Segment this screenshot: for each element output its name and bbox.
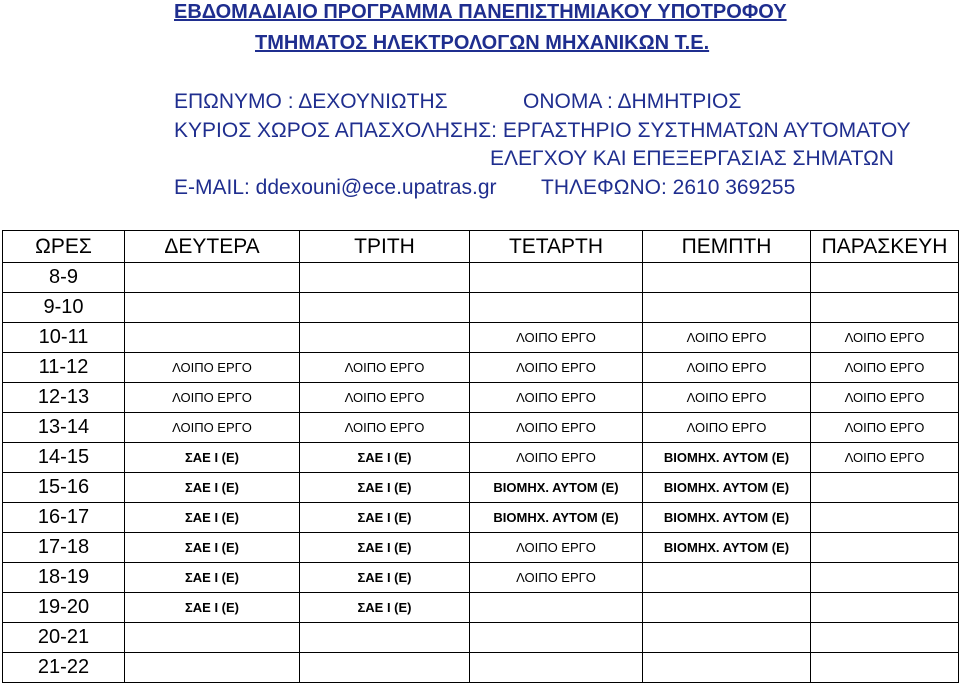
schedule-row [3,383,959,413]
schedule-row [3,293,959,323]
schedule-cell-monday: ΣΑΕ Ι (Ε) [125,563,300,593]
schedule-cell-wednesday: ΛΟΙΠΟ ΕΡΓΟ [470,413,643,443]
schedule-cell-tuesday: ΣΑΕ Ι (Ε) [300,533,470,563]
surname: ΕΠΩΝΥΜΟ : ΔΕΧΟΥΝΙΩΤΗΣ [174,90,448,113]
hour-cell: 15-16 [3,473,125,503]
schedule-cell-monday [125,323,300,353]
schedule-cell-wednesday [470,623,643,653]
schedule-cell-monday [125,623,300,653]
hour-cell: 10-11 [3,323,125,353]
schedule-row [3,533,959,563]
schedule-cell-thursday: ΒΙΟΜΗΧ. ΑΥΤΟΜ (Ε) [643,443,811,473]
column-header-thursday: ΠΕΜΠΤΗ [643,231,811,263]
schedule-cell-wednesday: ΒΙΟΜΗΧ. ΑΥΤΟΜ (Ε) [470,503,643,533]
schedule-cell-tuesday: ΛΟΙΠΟ ΕΡΓΟ [300,383,470,413]
schedule-cell-monday: ΛΟΙΠΟ ΕΡΓΟ [125,353,300,383]
hour-cell: 12-13 [3,383,125,413]
schedule-cell-wednesday: ΛΟΙΠΟ ΕΡΓΟ [470,353,643,383]
hour-cell: 8-9 [3,263,125,293]
schedule-cell-wednesday [470,263,643,293]
schedule-cell-tuesday [300,293,470,323]
schedule-row [3,503,959,533]
schedule-cell-friday [811,503,959,533]
schedule-cell-monday [125,293,300,323]
schedule-cell-tuesday [300,653,470,683]
schedule-cell-monday: ΣΑΕ Ι (Ε) [125,443,300,473]
column-header-friday: ΠΑΡΑΣΚΕΥΗ [811,231,959,263]
schedule-cell-wednesday [470,293,643,323]
hour-cell: 14-15 [3,443,125,473]
schedule-cell-tuesday [300,263,470,293]
schedule-cell-wednesday: ΒΙΟΜΗΧ. ΑΥΤΟΜ (Ε) [470,473,643,503]
hour-cell: 13-14 [3,413,125,443]
schedule-cell-monday: ΛΟΙΠΟ ΕΡΓΟ [125,383,300,413]
schedule-cell-friday: ΛΟΙΠΟ ΕΡΓΟ [811,413,959,443]
schedule-header-row [3,231,959,263]
title-line-1: ΕΒΔΟΜΑΔΙΑΙΟ ΠΡΟΓΡΑΜΜΑ ΠΑΝΕΠΙΣΤΗΜΙΑΚΟΥ ΥΠΟΤΡΟΦΟΥ [174,1,787,23]
schedule-row [3,563,959,593]
schedule-cell-friday [811,533,959,563]
schedule-cell-friday: ΛΟΙΠΟ ΕΡΓΟ [811,443,959,473]
schedule-row [3,263,959,293]
email: E-MAIL: ddexouni@ece.upatras.gr [174,176,497,199]
schedule-row [3,473,959,503]
hour-cell: 9-10 [3,293,125,323]
schedule-cell-thursday: ΛΟΙΠΟ ΕΡΓΟ [643,413,811,443]
schedule-cell-friday [811,473,959,503]
column-header-tuesday: ΤΡΙΤΗ [300,231,470,263]
schedule-cell-thursday [643,623,811,653]
schedule-cell-wednesday: ΛΟΙΠΟ ΕΡΓΟ [470,443,643,473]
schedule-cell-tuesday: ΛΟΙΠΟ ΕΡΓΟ [300,413,470,443]
hour-cell: 20-21 [3,623,125,653]
schedule-row [3,623,959,653]
schedule-cell-thursday: ΛΟΙΠΟ ΕΡΓΟ [643,353,811,383]
schedule-cell-wednesday: ΛΟΙΠΟ ΕΡΓΟ [470,323,643,353]
schedule-cell-tuesday [300,623,470,653]
schedule-cell-monday: ΣΑΕ Ι (Ε) [125,473,300,503]
schedule-cell-thursday: ΛΟΙΠΟ ΕΡΓΟ [643,323,811,353]
schedule-cell-thursday: ΒΙΟΜΗΧ. ΑΥΤΟΜ (Ε) [643,503,811,533]
schedule-cell-wednesday [470,653,643,683]
schedule-cell-thursday [643,593,811,623]
schedule-cell-tuesday: ΣΑΕ Ι (Ε) [300,593,470,623]
schedule-cell-tuesday: ΣΑΕ Ι (Ε) [300,473,470,503]
schedule-cell-friday [811,263,959,293]
schedule-cell-wednesday: ΛΟΙΠΟ ΕΡΓΟ [470,383,643,413]
schedule-cell-wednesday: ΛΟΙΠΟ ΕΡΓΟ [470,563,643,593]
schedule-row [3,443,959,473]
schedule-row [3,353,959,383]
schedule-cell-tuesday: ΣΑΕ Ι (Ε) [300,503,470,533]
schedule-cell-wednesday: ΛΟΙΠΟ ΕΡΓΟ [470,533,643,563]
schedule-cell-friday: ΛΟΙΠΟ ΕΡΓΟ [811,383,959,413]
schedule-row [3,653,959,683]
schedule-cell-friday [811,653,959,683]
schedule-cell-friday [811,623,959,653]
workplace-line-2: ΕΛΕΓΧΟΥ ΚΑΙ ΕΠΕΞΕΡΓΑΣΙΑΣ ΣΗΜΑΤΩΝ [490,147,894,170]
schedule-cell-friday [811,293,959,323]
schedule-cell-thursday: ΒΙΟΜΗΧ. ΑΥΤΟΜ (Ε) [643,473,811,503]
schedule-cell-thursday [643,563,811,593]
schedule-cell-thursday [643,653,811,683]
column-header-monday: ΔΕΥΤΕΡΑ [125,231,300,263]
schedule-cell-thursday [643,293,811,323]
schedule-cell-friday [811,593,959,623]
phone: ΤΗΛΕΦΩΝΟ: 2610 369255 [541,176,796,199]
hour-cell: 18-19 [3,563,125,593]
schedule-cell-thursday: ΒΙΟΜΗΧ. ΑΥΤΟΜ (Ε) [643,533,811,563]
schedule-cell-monday: ΣΑΕ Ι (Ε) [125,533,300,563]
schedule-row [3,413,959,443]
schedule-cell-wednesday [470,593,643,623]
schedule-cell-tuesday: ΛΟΙΠΟ ΕΡΓΟ [300,353,470,383]
schedule-row [3,323,959,353]
schedule-cell-tuesday: ΣΑΕ Ι (Ε) [300,563,470,593]
schedule-cell-monday: ΣΑΕ Ι (Ε) [125,503,300,533]
hour-cell: 16-17 [3,503,125,533]
column-header-wednesday: ΤΕΤΑΡΤΗ [470,231,643,263]
column-header-hours: ΩΡΕΣ [3,231,125,263]
title-line-2: ΤΜΗΜΑΤΟΣ ΗΛΕΚΤΡΟΛΟΓΩΝ ΜΗΧΑΝΙΚΩΝ Τ.Ε. [255,32,710,54]
schedule-cell-monday [125,263,300,293]
schedule-cell-monday: ΛΟΙΠΟ ΕΡΓΟ [125,413,300,443]
schedule-cell-friday: ΛΟΙΠΟ ΕΡΓΟ [811,353,959,383]
schedule-cell-thursday [643,263,811,293]
hour-cell: 11-12 [3,353,125,383]
schedule-cell-thursday: ΛΟΙΠΟ ΕΡΓΟ [643,383,811,413]
first-name: ΟΝΟΜΑ : ΔΗΜΗΤΡΙΟΣ [523,90,742,113]
schedule-cell-tuesday [300,323,470,353]
workplace-line-1: ΚΥΡΙΟΣ ΧΩΡΟΣ ΑΠΑΣΧΟΛΗΣΗΣ: ΕΡΓΑΣΤΗΡΙΟ ΣΥΣΤΗΜΑΤΩΝ ΑΥΤΟΜΑΤΟΥ [174,119,911,142]
hour-cell: 17-18 [3,533,125,563]
schedule-cell-monday [125,653,300,683]
schedule-cell-tuesday: ΣΑΕ Ι (Ε) [300,443,470,473]
hour-cell: 19-20 [3,593,125,623]
schedule-row [3,593,959,623]
hour-cell: 21-22 [3,653,125,683]
schedule-cell-monday: ΣΑΕ Ι (Ε) [125,593,300,623]
schedule-table [2,230,959,683]
schedule-cell-friday [811,563,959,593]
schedule-cell-friday: ΛΟΙΠΟ ΕΡΓΟ [811,323,959,353]
